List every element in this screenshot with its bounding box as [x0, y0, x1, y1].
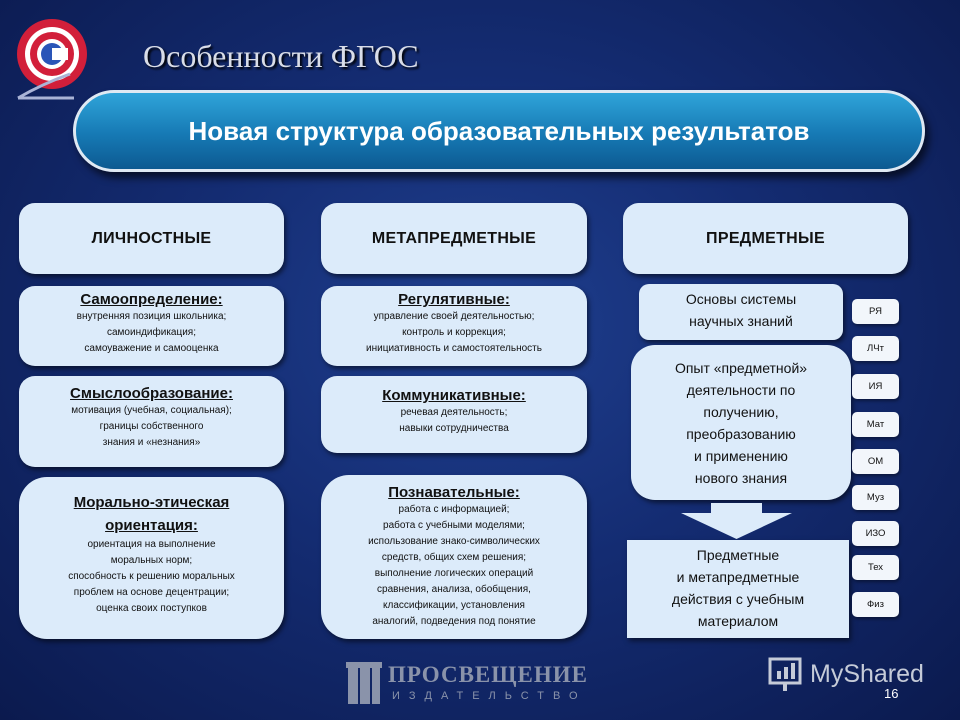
block-title: Познавательные: [388, 484, 520, 501]
fgos-logo-icon [12, 14, 90, 102]
block-communicative [321, 376, 587, 453]
publisher-logo-icon [346, 662, 382, 706]
block-line: действия с учебным [671, 591, 805, 607]
column-header-personal: ЛИЧНОСТНЫЕ [19, 203, 284, 274]
block-line: знания и «незнания» [102, 437, 201, 448]
block-line: проблем на основе децентрации; [73, 587, 230, 598]
banner [73, 90, 925, 172]
block-line: управление своей деятельностью; [373, 311, 535, 322]
block-line: материалом [697, 613, 779, 629]
block-regulatory [321, 286, 587, 366]
block-line: Предметные [696, 547, 780, 563]
block-line: сравнения, анализа, обобщения, [377, 584, 531, 595]
watermark-text: MyShared [810, 660, 924, 688]
block-line: работа с учебными моделями; [383, 520, 525, 531]
block-subject-experience [631, 345, 851, 500]
subject-tag: ИЯ [852, 374, 899, 399]
page-number: 16 [884, 686, 899, 701]
block-title: Самоопределение: [80, 291, 223, 308]
block-title: Коммуникативные: [382, 387, 526, 404]
publisher-name: ПРОСВЕЩЕНИЕ [388, 662, 588, 687]
block-line: классификации, установления [383, 600, 525, 611]
block-line: инициативность и самостоятельность [366, 343, 542, 354]
block-line: речевая деятельность; [400, 407, 508, 418]
block-title: Смыслообразование: [70, 385, 233, 402]
block-title: Морально-этическая [73, 494, 230, 511]
down-arrow-icon [681, 503, 792, 539]
subject-tag: Муз [852, 485, 899, 510]
block-line: получению, [703, 404, 779, 420]
block-line: средств, общих схем решения; [381, 552, 527, 563]
subject-tag: Мат [852, 412, 899, 437]
block-line: и метапредметные [676, 569, 800, 585]
column-header-subject: ПРЕДМЕТНЫЕ [623, 203, 908, 274]
block-line: контроль и коррекция; [402, 327, 506, 338]
block-line: научных знаний [689, 313, 793, 329]
block-title: ориентация: [105, 517, 198, 534]
block-line: деятельности по [686, 382, 796, 398]
block-line: навыки сотрудничества [399, 423, 509, 434]
block-line: оценка своих поступков [96, 603, 207, 614]
block-line: способность к решению моральных [68, 571, 235, 582]
block-line: мотивация (учебная, социальная); [71, 405, 232, 416]
block-title: Регулятивные: [398, 291, 510, 308]
block-line: самоуважение и самооценка [84, 343, 219, 354]
page-title: Особенности ФГОС [143, 38, 419, 74]
block-line: Основы системы [685, 291, 797, 307]
block-science-basics [639, 284, 843, 340]
block-cognitive [321, 475, 587, 639]
subject-tag: ИЗО [852, 521, 899, 546]
block-subject-actions [627, 540, 849, 638]
block-line: и применению [694, 448, 788, 464]
block-self-determination [19, 286, 284, 366]
subject-tag: Физ [852, 592, 899, 617]
block-line: самоиндификация; [106, 327, 196, 338]
banner-text: Новая структура образовательных результатов [188, 115, 810, 146]
block-line: ориентация на выполнение [87, 539, 216, 550]
subject-tag: ОМ [852, 449, 899, 474]
block-line: внутренняя позиция школьника; [76, 311, 227, 322]
block-line: использование знако-символических [368, 536, 540, 547]
block-meaning-formation [19, 376, 284, 467]
block-line: Опыт «предметной» [674, 360, 808, 376]
subject-tag: ЛЧт [852, 336, 899, 361]
column-header-metasubject: МЕТАПРЕДМЕТНЫЕ [321, 203, 587, 274]
block-line: нового знания [694, 470, 788, 486]
myshared-logo-icon [768, 657, 806, 693]
block-line: моральных норм; [110, 555, 193, 566]
publisher-subtitle: ИЗДАТЕЛЬСТВО [392, 690, 587, 702]
block-line: выполнение логических операций [374, 568, 534, 579]
block-line: преобразованию [686, 426, 796, 442]
block-line: аналогий, подведения под понятие [372, 616, 536, 627]
block-line: работа с информацией; [398, 504, 510, 515]
subject-tag: РЯ [852, 299, 899, 324]
block-line: границы собственного [99, 421, 204, 432]
block-moral-ethical [19, 477, 284, 639]
subject-tag: Тех [852, 555, 899, 580]
